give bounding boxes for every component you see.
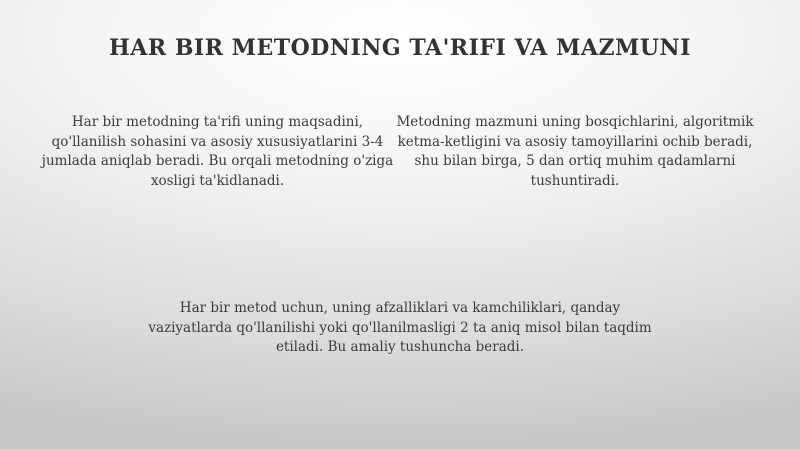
slide-title: HAR BIR METODNING TA'RIFI VA MAZMUNI [109, 35, 691, 61]
definition-paragraph: Har bir metodning ta'rifi uning maqsadini, qo'llanilish sohasini va asosiy xususiyatlarini 3-4 jumlada aniqlab beradi. Bu orqali metodning o'ziga xosligi ta'kidlanadi. [41, 114, 394, 189]
content-paragraph: Metodning mazmuni uning bosqichlarini, algoritmik ketma-ketligini va asosiy tamoyillarini ochib beradi, shu bilan birga, 5 dan ortiq muhim qadamlarni tushuntiradi. [396, 114, 754, 189]
examples-paragraph: Har bir metod uchun, uning afzalliklari va kamchiliklari, qanday vaziyatlarda qo'llanilishi yoki qo'llanilmasligi 2 ta aniq misol bilan taqdim etiladi. Bu amaliy tushuncha beradi. [148, 300, 652, 355]
